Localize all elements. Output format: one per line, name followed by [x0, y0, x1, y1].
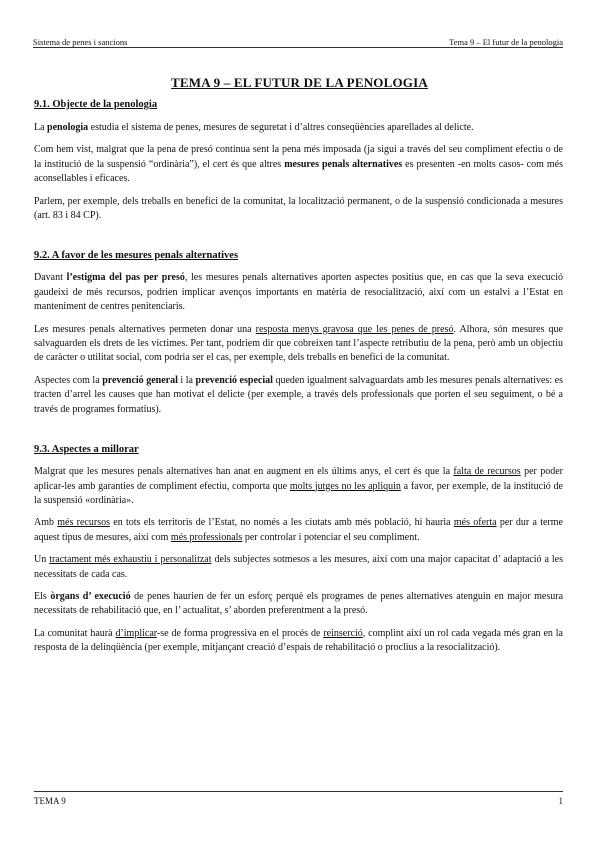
page-footer [34, 791, 563, 806]
paragraph: La comunitat haurà d’implicar-se de forma progressiva en el procés de reinserció, complint així un rol cada vegada més gran en la resposta de la delinqüència (per exemple, mitjançant creació d’espais de rehabilitació o proclius a la resocialització). [34, 627, 563, 654]
document-body [34, 98, 563, 656]
underlined-phrase: tractament més exhaustiu i personalitzat [49, 554, 212, 566]
paragraph: Els òrgans d’ execució de penes haurien de fer un esforç perquè els programes de penes alternatives atenguin en major mesura necessitats de rehabilitació que, en l’ actualitat, s’ aborden preferentment a la presó. [34, 590, 564, 617]
underlined-phrase: falta de recursos [453, 466, 521, 478]
paragraph: Davant l’estigma del pas per presó, les mesures penals alternatives aporten aspectes positius que, en cas que la seva execució gaudeixi de més recursos, podrien implicar avenços importants en matèria de resocialització, així com un estalvi a l’Estat en manteniment de centres penitenciaris. [34, 272, 563, 313]
paragraph: Les mesures penals alternatives permeten donar una resposta menys gravosa que les penes de presó. Alhora, són mesures que salvaguarden els drets de les víctimes. Per tant, podriem dir que cobreixen tant l’aspecte retributiu de la pena, però amb un objectiu de caràcter o utilitat social, com podria ser el cas, per exemple, dels treballs en benefici de la comunitat. [34, 323, 563, 364]
paragraph: Parlem, per exemple, dels treballs en benefici de la comunitat, la localització permanent, o de la suspensió condicionada a mesures (art. 83 i 84 CP). [34, 195, 563, 222]
page-number: 1 [558, 796, 563, 806]
underlined-phrase: més recursos [57, 517, 110, 529]
paragraph: Un tractament més exhaustiu i personalitzat dels subjectes sotmesos a les mesures, així com una major capacitat d’ adaptació a les necessitats de cada cas. [34, 554, 563, 580]
paragraph: Amb més recursos en tots els territoris de l’Estat, no només a les ciutats amb més població, hi hauria més oferta per dur a terme aquest tipus de mesures, així com més professionals per controlar i potenciar el seu compliment. [34, 517, 563, 543]
underlined-phrase: més oferta [453, 517, 497, 529]
section-heading-9-3: 9.3. Aspectes a millorar [34, 444, 139, 456]
header-course-name: Sistema de penes i sancions [33, 37, 128, 47]
section-heading-9-1: 9.1. Objecte de la penologia [34, 99, 158, 110]
bold-term: òrgans d’ execució [50, 590, 131, 602]
bold-term: penologia [47, 122, 89, 133]
section-heading-9-2: 9.2. A favor de les mesures penals alternatives [34, 250, 239, 262]
running-header [33, 34, 563, 48]
document-title: TEMA 9 – EL FUTUR DE LA PENOLOGIA [171, 75, 428, 90]
footer-topic: TEMA 9 [34, 796, 66, 806]
underlined-phrase: molts jutges no les apliquin [289, 480, 401, 492]
paragraph: Com hem vist, malgrat que la pena de presó continua sent la pena més imposada (ja sigui a través del seu compliment efectiu o de la institució de la suspensió “ordinària”), el cert és que altres mesures penals alternatives es presenten -en molts casos- com més aconsellables i eficaces. [34, 144, 563, 185]
paragraph: Aspectes com la prevenció general i la prevenció especial queden igualment salvaguardats amb les mesures penals alternatives: es tracten d’arrel les causes que han motivat el delicte (per exemple, a través dels professionals que porten el seu seguiment, o bé a través de programes formatius). [34, 374, 563, 415]
bold-term: l’estigma del pas per presó [66, 272, 185, 284]
bold-term: mesures penals alternatives [284, 158, 403, 170]
underlined-phrase: més professionals [170, 531, 243, 543]
underlined-phrase: resposta menys gravosa que les penes de presó [255, 323, 454, 335]
underlined-phrase: reinserció [323, 627, 363, 639]
paragraph: La penologia estudia el sistema de penes, mesures de seguretat i d’altres conseqüències aparellades al delicte. [34, 122, 474, 133]
paragraph: Malgrat que les mesures penals alternatives han anat en augment en els últims anys, el cert és que la falta de recursos per poder aplicar-les amb garanties de compliment efectiu, comporta que molts jutges no les apliquin a favor, per exemple, de la institució de la suspensió «ordinària». [34, 466, 563, 506]
bold-term: prevenció especial [195, 374, 273, 386]
bold-term: prevenció general [102, 374, 178, 386]
underlined-phrase: d’implicar [115, 627, 157, 639]
header-chapter-name: Tema 9 – El futur de la penologia [449, 37, 563, 47]
